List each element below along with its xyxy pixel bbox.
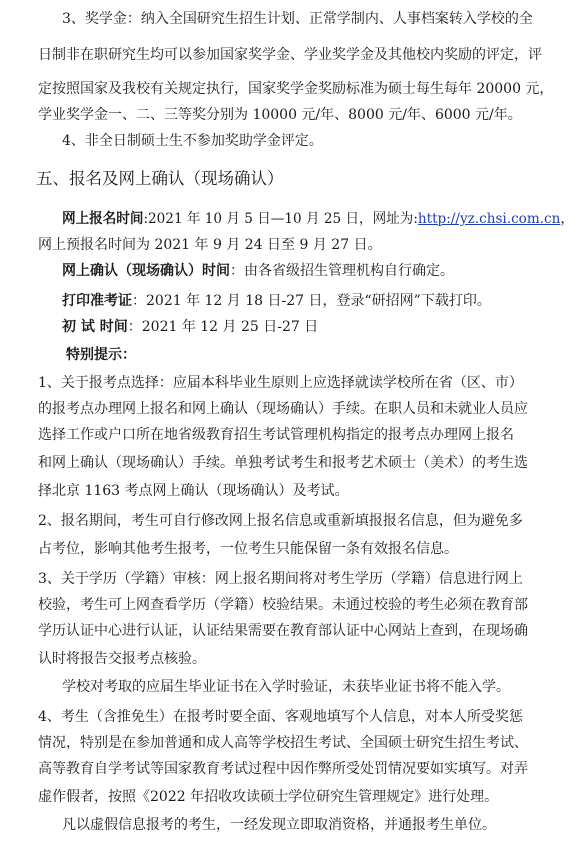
scholarship-line-1: 3、奖学金：纳入全国研究生招生计划、正常学制内、人事档案转入学校的全 [62,11,533,27]
pre-registration-time: 网上预报名时间为 2021 年 9 月 24 日至 9 月 27 日。 [38,237,382,253]
notice-3-line-2: 校验，考生可上网查看学历（学籍）校验结果。未通过校验的考生必须在教育部 [38,597,528,613]
online-registration-text: :2021 年 10 月 5 日—10 月 25 日，网址为: [143,211,418,227]
online-confirmation-text: ：由各省级招生管理机构自行确定。 [230,263,454,279]
section-title: 五、报名及网上确认（现场确认） [36,169,284,188]
notice-2-line-2: 占考位，影响其他考生报考，一位考生只能保留一条有效报名信息。 [38,541,458,557]
notice-1-line-5: 择北京 1163 考点网上确认（现场确认）及考试。 [38,483,349,499]
false-information-note: 凡以虚假信息报考的考生，一经发现立即取消资格，并通报考生单位。 [62,817,496,833]
print-admission-ticket [62,292,491,310]
online-confirmation-label: 网上确认（现场确认）时间 [62,263,230,279]
notice-4-line-1: 4、考生（含推免生）在报考时要全面、客观地填写个人信息，对本人所受奖惩 [38,709,523,725]
print-admission-label: 打印准考证 [62,293,132,309]
part-time-note: 4、非全日制硕士生不参加奖助学金评定。 [62,133,323,149]
notice-3-line-3: 学历认证中心进行认证，认证结果需要在教育部认证中心网站上查到，在现场确 [38,623,528,639]
registration-url-tail: ， [560,211,574,227]
scholarship-line-2: 日制非在职研究生均可以参加国家奖学金、学业奖学金及其他校内奖励的评定，评 [38,47,542,63]
scholarship-line-3: 定按照国家及我校有关规定执行，国家奖学金奖励标准为硕士每生每年 20000 元， [38,81,554,97]
notice-2-line-1: 2、报名期间，考生可自行修改网上报名信息或重新填报报名信息，但为避免多 [38,513,523,529]
notice-1-line-1: 1、关于报考点选择：应届本科毕业生原则上应选择就读学校所在省（区、市） [38,375,523,391]
notice-1-line-3: 选择工作或户口所在地省级教育招生考试管理机构指定的报考点办理网上报名 [38,427,514,443]
print-admission-text: ：2021 年 12 月 18 日-27 日，登录“研招网”下载打印。 [132,293,491,309]
notice-1-line-4: 和网上确认（现场确认）手续。单独考试考生和报考艺术硕士（美术）的考生选 [38,455,528,471]
notice-4-line-3: 高等教育自学考试等国家教育考试过程中因作弊所受处罚情况要如实填写。对弄 [38,761,528,777]
graduation-certificate-note: 学校对考取的应届生毕业证书在入学时验证，未获毕业证书将不能入学。 [62,679,510,695]
notice-1-line-2: 的报考点办理网上报名和网上确认（现场确认）手续。在职人员和未就业人员应 [38,401,528,417]
scholarship-line-4: 学业奖学金一、二、三等奖分别为 10000 元/年、8000 元/年、6000 元/年。 [38,107,522,123]
special-notice-title: 特别提示： [66,347,136,363]
notice-3-line-4: 认时将报告交报考点核验。 [38,651,206,667]
notice-4-line-4: 虚作假者，按照《2022 年招收攻读硕士学位研究生管理规定》进行处理。 [38,789,499,805]
online-registration-label: 网上报名时间 [62,211,144,227]
online-confirmation-time [62,262,454,280]
preliminary-exam-time [62,318,318,336]
online-registration-time [62,210,574,228]
notice-4-line-2: 情况，特别是在参加普通和成人高等学校招生考试、全国硕士研究生招生考试、 [38,735,528,751]
preliminary-exam-text: ：2021 年 12 月 25 日-27 日 [127,319,319,335]
notice-3-line-1: 3、关于学历（学籍）审核：网上报名期间将对考生学历（学籍）信息进行网上 [38,571,523,587]
preliminary-exam-label: 初 试 时间 [62,319,128,335]
registration-url-link[interactable]: http://yz.chsi.com.cn [417,211,561,227]
